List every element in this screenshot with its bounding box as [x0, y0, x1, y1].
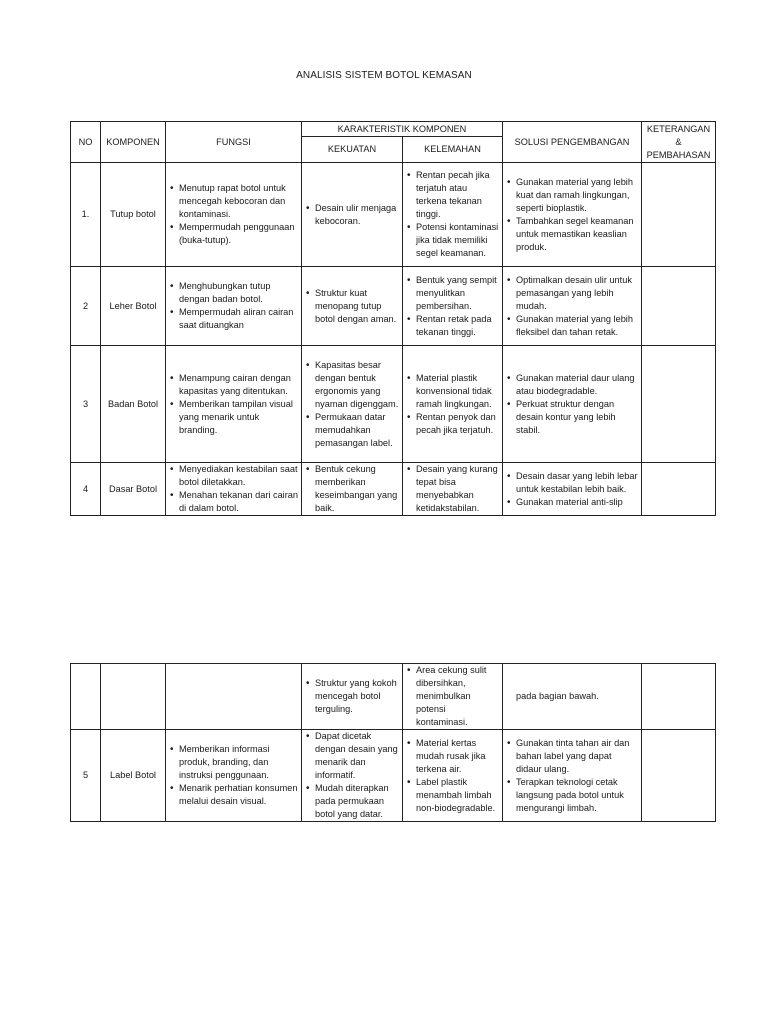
cell-komponen: Dasar Botol	[101, 463, 166, 516]
header-komponen: KOMPONEN	[101, 122, 166, 163]
cell-komponen	[101, 664, 166, 730]
cell-keterangan	[642, 163, 716, 267]
bullet-item: • Menampung cairan dengan kapasitas yang ditentukan.	[169, 372, 298, 398]
bullet-item: • Menahan tekanan dari cairan di dalam botol.	[169, 489, 298, 515]
cell-solusi	[503, 163, 642, 267]
bullet-item: • Rentan pecah jika terjatuh atau terkena tekanan tinggi.	[406, 169, 499, 221]
cell-kekuatan	[302, 730, 403, 822]
cell-solusi	[503, 267, 642, 346]
cell-no: 2	[71, 267, 101, 346]
bullet-item: • Struktur kuat menopang tutup botol dengan aman.	[305, 287, 399, 326]
cell-solusi-list	[506, 737, 638, 815]
header-keterangan: KETERANGAN & PEMBAHASAN	[642, 122, 716, 163]
bullet-item: • Desain dasar yang lebih lebar untuk kestabilan lebih baik.	[506, 470, 638, 496]
cell-keterangan	[642, 730, 716, 822]
bullet-item: • Mempermudah aliran cairan saat dituangkan	[169, 306, 298, 332]
cell-keterangan	[642, 664, 716, 730]
bullet-item: • Menutup rapat botol untuk mencegah kebocoran dan kontaminasi.	[169, 182, 298, 221]
cell-no	[71, 664, 101, 730]
cell-keterangan	[642, 463, 716, 516]
cell-fungsi-list	[169, 463, 298, 515]
cell-kelemahan-list	[406, 372, 499, 437]
bullet-item: • Material plastik konvensional tidak ramah lingkungan.	[406, 372, 499, 411]
cell-kelemahan-list	[406, 274, 499, 339]
bullet-item: • Potensi kontaminasi jika tidak memiliki segel keamanan.	[406, 221, 499, 260]
bullet-item: • Dapat dicetak dengan desain yang menarik dan informatif.	[305, 730, 399, 782]
table-row	[71, 346, 716, 463]
cell-keterangan	[642, 267, 716, 346]
cell-kekuatan	[302, 664, 403, 730]
header-kekuatan: KEKUATAN	[302, 137, 403, 163]
bullet-item: • Mudah diterapkan pada permukaan botol yang datar.	[305, 782, 399, 821]
cell-kelemahan	[403, 163, 503, 267]
cell-kekuatan-list	[305, 677, 399, 716]
cell-kekuatan-list	[305, 202, 399, 228]
cell-kekuatan-list	[305, 730, 399, 821]
bullet-item: • Gunakan material anti-slip	[506, 496, 638, 509]
analysis-table	[70, 121, 716, 516]
cell-kelemahan-list	[406, 664, 499, 729]
bullet-item: • Kapasitas besar dengan bentuk ergonomis yang nyaman digenggam.	[305, 359, 399, 411]
cell-fungsi	[166, 346, 302, 463]
bullet-item: • Menarik perhatian konsumen melalui desain visual.	[169, 782, 298, 808]
cell-solusi	[503, 346, 642, 463]
cell-komponen: Label Botol	[101, 730, 166, 822]
cell-kekuatan	[302, 267, 403, 346]
bullet-item: • Gunakan material daur ulang atau biodegradable.	[506, 372, 638, 398]
bullet-item: • Bentuk cekung memberikan keseimbangan yang baik.	[305, 463, 399, 515]
table-row	[71, 730, 716, 822]
cell-solusi-list	[506, 274, 638, 339]
cell-no: 3	[71, 346, 101, 463]
bullet-item: • Desain ulir menjaga kebocoran.	[305, 202, 399, 228]
cell-kelemahan-list	[406, 737, 499, 815]
solusi-text: pada bagian bawah.	[516, 691, 599, 701]
table-row	[71, 664, 716, 730]
cell-fungsi-list	[169, 743, 298, 808]
bullet-item: • Label plastik menambah limbah non-biodegradable.	[406, 776, 499, 815]
cell-solusi-list	[506, 176, 638, 254]
header-no: NO	[71, 122, 101, 163]
bullet-item: • Rentan retak pada tekanan tinggi.	[406, 313, 499, 339]
cell-kelemahan	[403, 730, 503, 822]
cell-kelemahan-list	[406, 463, 499, 515]
table-row	[71, 463, 716, 516]
cell-komponen: Badan Botol	[101, 346, 166, 463]
cell-kelemahan	[403, 267, 503, 346]
cell-kekuatan-list	[305, 287, 399, 326]
cell-kelemahan	[403, 664, 503, 730]
cell-solusi-list	[506, 470, 638, 509]
bullet-item: • Tambahkan segel keamanan untuk memastikan keaslian produk.	[506, 215, 638, 254]
document-title: ANALISIS SISTEM BOTOL KEMASAN	[296, 70, 472, 81]
cell-no: 5	[71, 730, 101, 822]
cell-keterangan	[642, 346, 716, 463]
cell-fungsi-list	[169, 182, 298, 247]
bullet-item: • Perkuat struktur dengan desain kontur yang lebih stabil.	[506, 398, 638, 437]
cell-solusi	[503, 730, 642, 822]
bullet-item: • Memberikan tampilan visual yang menarik untuk branding.	[169, 398, 298, 437]
cell-kelemahan	[403, 463, 503, 516]
cell-kekuatan-list	[305, 463, 399, 515]
bullet-item: • Material kertas mudah rusak jika terkena air.	[406, 737, 499, 776]
cell-no: 4	[71, 463, 101, 516]
bullet-item: • Area cekung sulit dibersihkan, menimbulkan potensi kontaminasi.	[406, 664, 499, 729]
cell-solusi	[503, 664, 642, 730]
bullet-item: • Rentan penyok dan pecah jika terjatuh.	[406, 411, 499, 437]
cell-fungsi	[166, 163, 302, 267]
cell-kelemahan-list	[406, 169, 499, 260]
header-solusi: SOLUSI PENGEMBANGAN	[503, 122, 642, 163]
cell-kekuatan	[302, 163, 403, 267]
cell-fungsi	[166, 267, 302, 346]
cell-fungsi	[166, 664, 302, 730]
bullet-item: • Optimalkan desain ulir untuk pemasangan yang lebih mudah.	[506, 274, 638, 313]
header-kelemahan: KELEMAHAN	[403, 137, 503, 163]
cell-kekuatan	[302, 346, 403, 463]
cell-komponen: Tutup botol	[101, 163, 166, 267]
bullet-item: • Gunakan material yang lebih kuat dan ramah lingkungan, seperti bioplastik.	[506, 176, 638, 215]
cell-komponen: Leher Botol	[101, 267, 166, 346]
bullet-item: • Menyediakan kestabilan saat botol diletakkan.	[169, 463, 298, 489]
cell-fungsi-list	[169, 372, 298, 437]
bullet-item: • Menghubungkan tutup dengan badan botol.	[169, 280, 298, 306]
bullet-item: • Permukaan datar memudahkan pemasangan label.	[305, 411, 399, 450]
cell-solusi	[503, 463, 642, 516]
table-row	[71, 163, 716, 267]
bullet-item: • Struktur yang kokoh mencegah botol terguling.	[305, 677, 399, 716]
cell-kelemahan	[403, 346, 503, 463]
bullet-item: • Bentuk yang sempit menyulitkan pembersihan.	[406, 274, 499, 313]
bullet-item: • Mempermudah penggunaan (buka-tutup).	[169, 221, 298, 247]
bullet-item: • Gunakan material yang lebih fleksibel dan tahan retak.	[506, 313, 638, 339]
cell-kekuatan-list	[305, 359, 399, 450]
cell-solusi-list	[506, 372, 638, 437]
bullet-item: • Gunakan tinta tahan air dan bahan label yang dapat didaur ulang.	[506, 737, 638, 776]
analysis-table-continued	[70, 663, 716, 822]
bullet-item: • Desain yang kurang tepat bisa menyebabkan ketidakstabilan.	[406, 463, 499, 515]
bullet-item: • Terapkan teknologi cetak langsung pada botol untuk mengurangi limbah.	[506, 776, 638, 815]
cell-kekuatan	[302, 463, 403, 516]
bullet-item: • Memberikan informasi produk, branding, dan instruksi penggunaan.	[169, 743, 298, 782]
header-karakteristik: KARAKTERISTIK KOMPONEN	[302, 122, 503, 137]
cell-fungsi	[166, 730, 302, 822]
cell-no: 1.	[71, 163, 101, 267]
header-fungsi: FUNGSI	[166, 122, 302, 163]
cell-fungsi	[166, 463, 302, 516]
cell-fungsi-list	[169, 280, 298, 332]
table-row	[71, 267, 716, 346]
